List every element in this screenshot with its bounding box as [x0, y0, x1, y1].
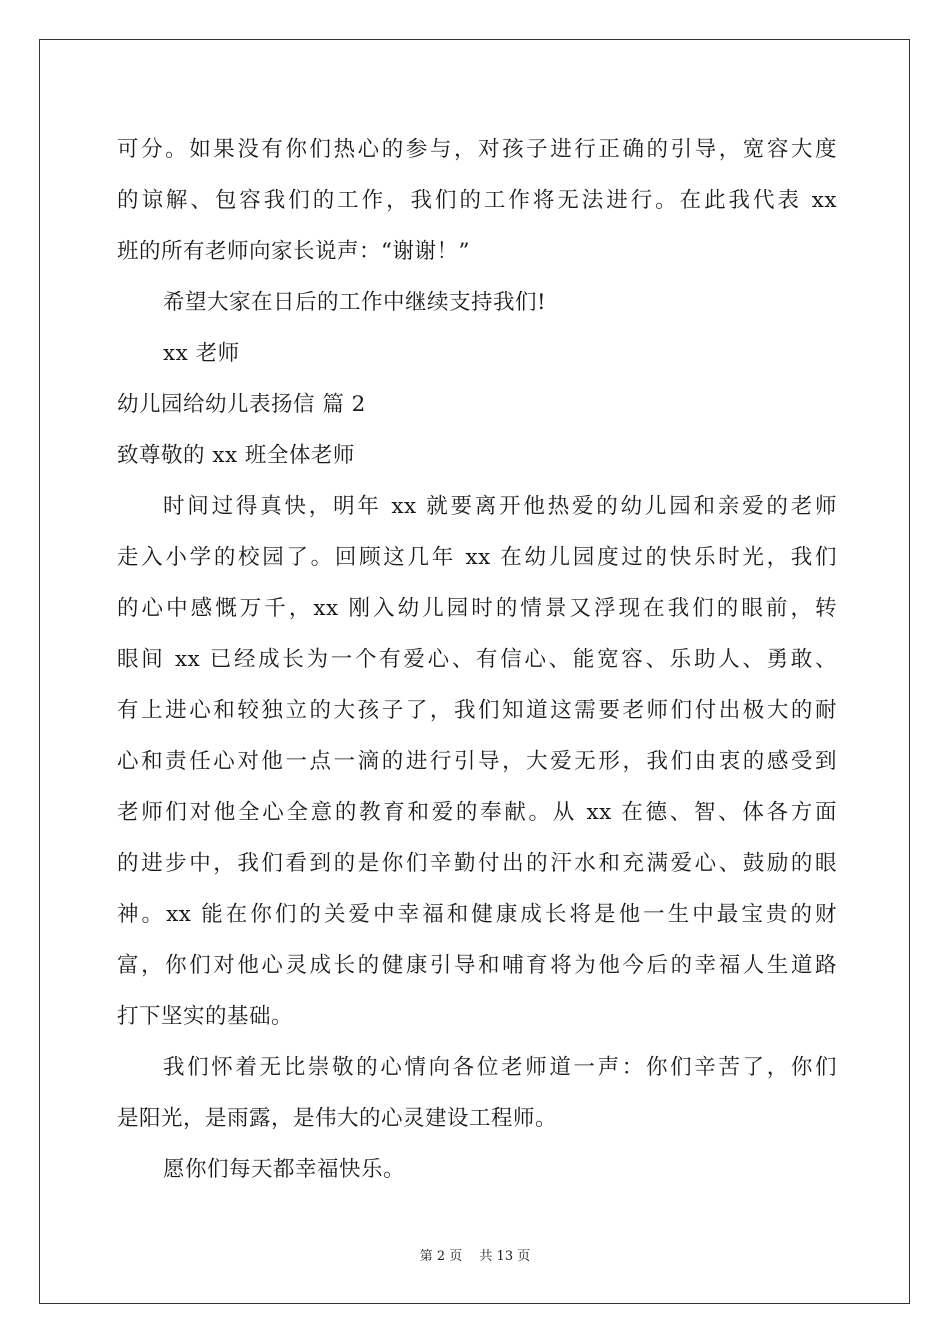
text-line: 的进步中，我们看到的是你们辛勤付出的汗水和充满爱心、鼓励的眼: [117, 851, 837, 876]
text-line: 有上进心和较独立的大孩子了，我们知道这需要老师们付出极大的耐: [117, 698, 837, 723]
section-heading: 幼儿园给幼儿表扬信 篇 2: [117, 392, 366, 417]
text-line: 是阳光，是雨露，是伟大的心灵建设工程师。: [117, 1106, 558, 1131]
text-line: 我们怀着无比崇敬的心情向各位老师道一声：你们辛苦了，你们: [163, 1055, 837, 1080]
document-body: [117, 127, 837, 1198]
text-line: 打下坚实的基础。: [117, 1004, 294, 1029]
text-line: 眼间 xx 已经成长为一个有爱心、有信心、能宽容、乐助人、勇敢、: [117, 647, 837, 672]
text-line: 神。xx 能在你们的关爱中幸福和健康成长将是他一生中最宝贵的财: [117, 902, 837, 927]
signature-line: xx 老师: [163, 341, 240, 366]
text-line: 的心中感慨万千，xx 刚入幼儿园时的情景又浮现在我们的眼前，转: [117, 596, 837, 621]
text-line: 的谅解、包容我们的工作，我们的工作将无法进行。在此我代表 xx: [117, 188, 837, 213]
text-line: 富，你们对他心灵成长的健康引导和哺育将为他今后的幸福人生道路: [117, 953, 837, 978]
page-number: 第 2 页 共 13 页: [419, 1249, 531, 1264]
text-line: 班的所有老师向家长说声：“谢谢！”: [117, 239, 470, 264]
text-line: 老师们对他全心全意的教育和爱的奉献。从 xx 在德、智、体各方面: [117, 800, 837, 825]
text-line: 走入小学的校园了。回顾这几年 xx 在幼儿园度过的快乐时光，我们: [117, 545, 837, 570]
text-line: 可分。如果没有你们热心的参与，对孩子进行正确的引导，宽容大度: [117, 137, 837, 162]
text-line: 心和责任心对他一点一滴的进行引导，大爱无形，我们由衷的感受到: [117, 749, 837, 774]
text-line: 时间过得真快，明年 xx 就要离开他热爱的幼儿园和亲爱的老师: [163, 494, 837, 519]
text-line: 希望大家在日后的工作中继续支持我们!: [163, 290, 547, 315]
salutation: 致尊敬的 xx 班全体老师: [117, 443, 355, 468]
text-line: 愿你们每天都幸福快乐。: [163, 1157, 406, 1182]
